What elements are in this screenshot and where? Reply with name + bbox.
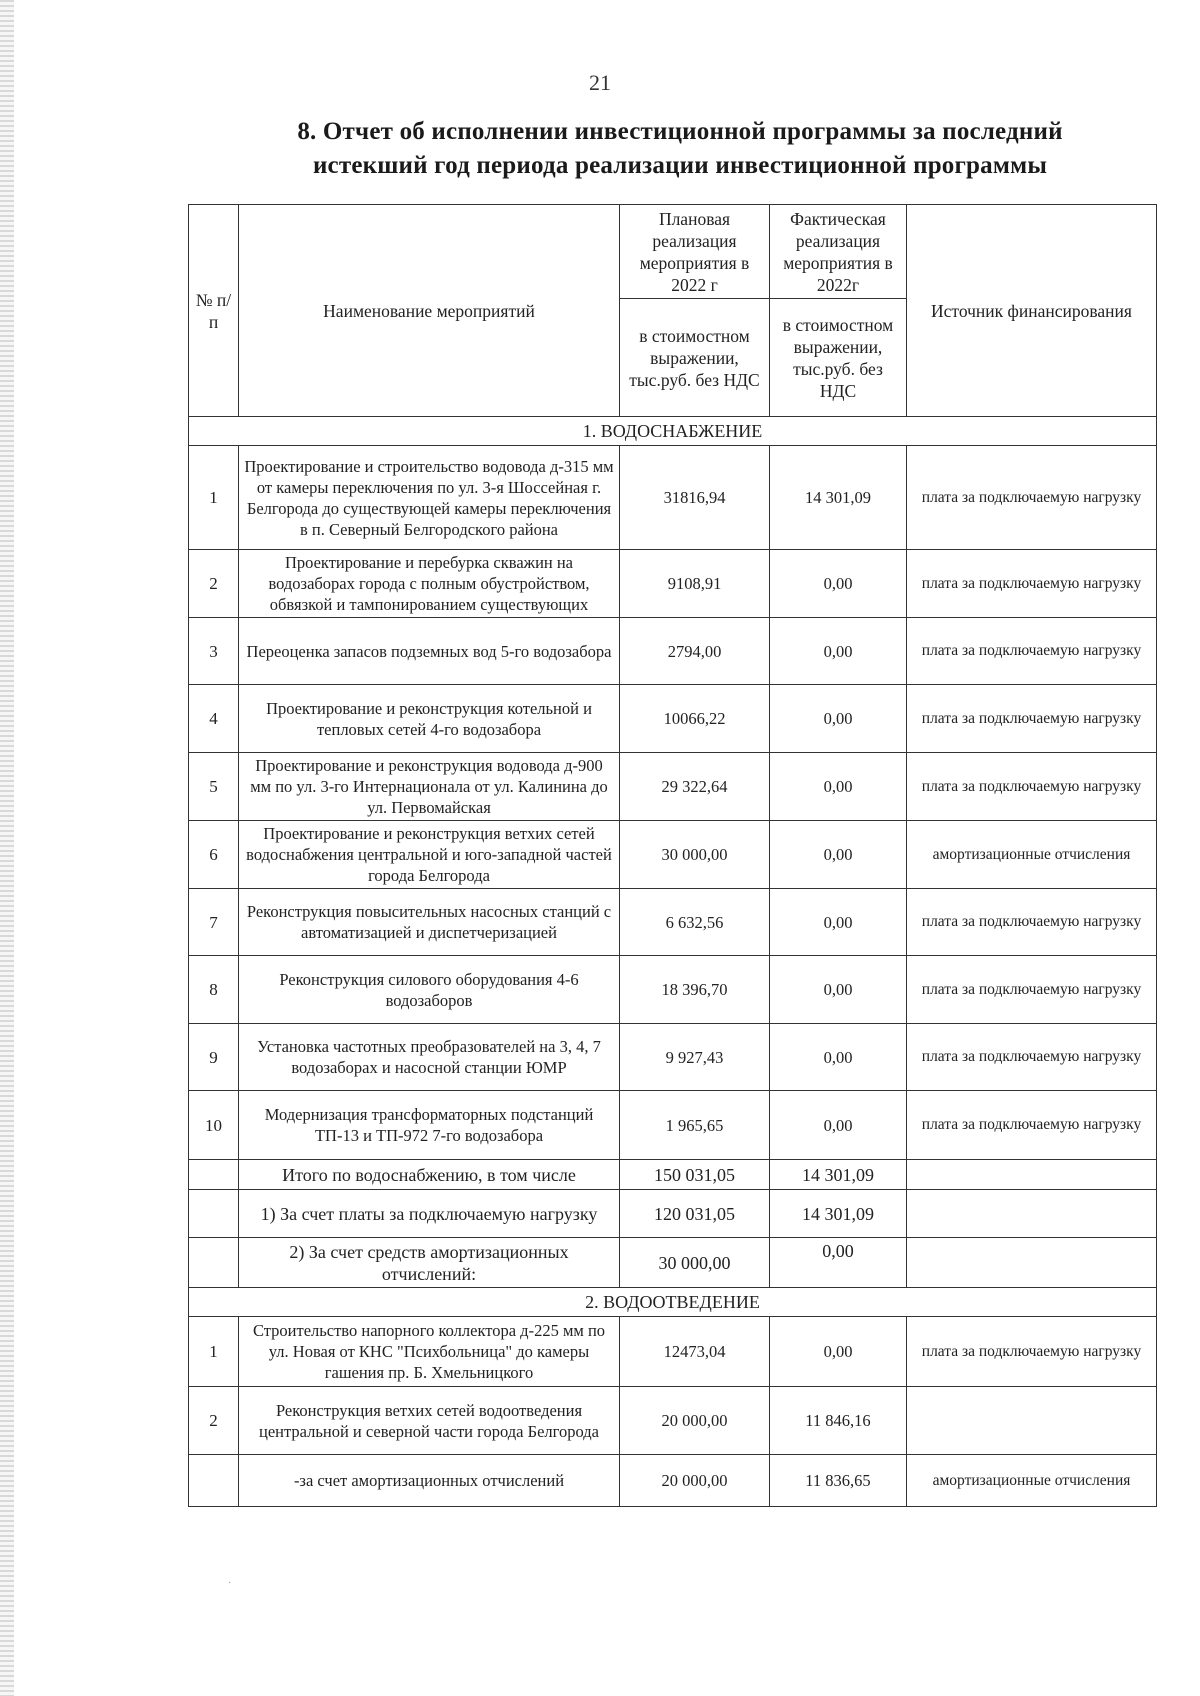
row-fact: 0,00 bbox=[770, 753, 907, 821]
row-number: 9 bbox=[189, 1024, 239, 1091]
table-row bbox=[189, 446, 1157, 550]
row-name: Проектирование и перебурка скважин на водозаборах города с полным обустройством, обвязкой и тампонированием существующих bbox=[239, 550, 620, 618]
table-row bbox=[189, 1091, 1157, 1160]
row-source: плата за подключаемую нагрузку bbox=[907, 550, 1157, 618]
row-fact: 14 301,09 bbox=[770, 446, 907, 550]
section-title-water-disposal: 2. ВОДООТВЕДЕНИЕ bbox=[189, 1288, 1157, 1317]
row-name: Проектирование и реконструкция ветхих сетей водоснабжения центральной и юго-западной частей города Белгорода bbox=[239, 821, 620, 889]
row-plan: 31816,94 bbox=[620, 446, 770, 550]
total-fact: 0,00 bbox=[770, 1238, 907, 1288]
row-plan: 29 322,64 bbox=[620, 753, 770, 821]
row-plan: 30 000,00 bbox=[620, 821, 770, 889]
scan-speck: · bbox=[228, 1578, 232, 1589]
row-plan: 1 965,65 bbox=[620, 1091, 770, 1160]
table-row bbox=[189, 1024, 1157, 1091]
row-name: Проектирование и реконструкция водовода д-900 мм по ул. 3-го Интернационала от ул. Калинина до ул. Первомайская bbox=[239, 753, 620, 821]
title-line-1: 8. Отчет об исполнении инвестиционной программы за последний bbox=[297, 118, 1063, 145]
header-plan-sub: в стоимостном выражении, тыс.руб. без НДС bbox=[620, 299, 770, 417]
row-fact: 0,00 bbox=[770, 821, 907, 889]
row-source: плата за подключаемую нагрузку bbox=[907, 1091, 1157, 1160]
row-number: 10 bbox=[189, 1091, 239, 1160]
investment-report-table bbox=[188, 204, 1157, 1507]
header-name: Наименование мероприятий bbox=[239, 205, 620, 417]
table-row bbox=[189, 685, 1157, 753]
row-plan: 20 000,00 bbox=[620, 1455, 770, 1507]
row-number: 2 bbox=[189, 1387, 239, 1455]
row-name: -за счет амортизационных отчислений bbox=[239, 1455, 620, 1507]
row-number: 1 bbox=[189, 1317, 239, 1387]
row-source: плата за подключаемую нагрузку bbox=[907, 753, 1157, 821]
row-plan: 18 396,70 bbox=[620, 956, 770, 1024]
row-fact: 0,00 bbox=[770, 1317, 907, 1387]
scan-edge-artifact bbox=[0, 0, 14, 1696]
row-name: Переоценка запасов подземных вод 5-го водозабора bbox=[239, 618, 620, 685]
table-row bbox=[189, 753, 1157, 821]
table-row bbox=[189, 550, 1157, 618]
row-number: 3 bbox=[189, 618, 239, 685]
table-row bbox=[189, 1317, 1157, 1387]
header-plan: Плановая реализация мероприятия в 2022 г bbox=[620, 205, 770, 299]
row-plan: 10066,22 bbox=[620, 685, 770, 753]
total-plan: 150 031,05 bbox=[620, 1160, 770, 1190]
row-name: Проектирование и строительство водовода д-315 мм от камеры переключения по ул. 3-я Шоссейная г. Белгорода до существующей камеры переключения в п. Северный Белгородского района bbox=[239, 446, 620, 550]
total-row bbox=[189, 1238, 1157, 1288]
table-row bbox=[189, 889, 1157, 956]
row-source: амортизационные отчисления bbox=[907, 1455, 1157, 1507]
row-fact: 0,00 bbox=[770, 1024, 907, 1091]
table-row bbox=[189, 1455, 1157, 1507]
total-fact: 14 301,09 bbox=[770, 1190, 907, 1238]
row-number: 2 bbox=[189, 550, 239, 618]
row-fact: 0,00 bbox=[770, 685, 907, 753]
header-source: Источник финансирования bbox=[907, 205, 1157, 417]
row-source: плата за подключаемую нагрузку bbox=[907, 1024, 1157, 1091]
section-title-water-supply: 1. ВОДОСНАБЖЕНИЕ bbox=[189, 417, 1157, 446]
table-row bbox=[189, 821, 1157, 889]
page-number: 21 bbox=[589, 70, 611, 95]
row-number: 4 bbox=[189, 685, 239, 753]
row-number bbox=[189, 1455, 239, 1507]
row-number: 7 bbox=[189, 889, 239, 956]
row-source: плата за подключаемую нагрузку bbox=[907, 446, 1157, 550]
row-source: амортизационные отчисления bbox=[907, 821, 1157, 889]
header-fact: Фактическая реализация мероприятия в 2022г bbox=[770, 205, 907, 299]
row-name: Модернизация трансформаторных подстанций ТП-13 и ТП-972 7-го водозабора bbox=[239, 1091, 620, 1160]
row-name: Установка частотных преобразователей на 3, 4, 7 водозаборах и насосной станции ЮМР bbox=[239, 1024, 620, 1091]
row-fact: 0,00 bbox=[770, 889, 907, 956]
row-number: 5 bbox=[189, 753, 239, 821]
table-row bbox=[189, 1387, 1157, 1455]
row-name: Строительство напорного коллектора д-225 мм по ул. Новая от КНС "Психбольница" до камеры гашения пр. Б. Хмельницкого bbox=[239, 1317, 620, 1387]
row-plan: 12473,04 bbox=[620, 1317, 770, 1387]
row-source bbox=[907, 1387, 1157, 1455]
table-row bbox=[189, 956, 1157, 1024]
header-fact-sub: в стоимостном выражении, тыс.руб. без НДС bbox=[770, 299, 907, 417]
row-source: плата за подключаемую нагрузку bbox=[907, 889, 1157, 956]
row-source: плата за подключаемую нагрузку bbox=[907, 1317, 1157, 1387]
row-source: плата за подключаемую нагрузку bbox=[907, 956, 1157, 1024]
total-row bbox=[189, 1190, 1157, 1238]
row-source: плата за подключаемую нагрузку bbox=[907, 685, 1157, 753]
row-plan: 20 000,00 bbox=[620, 1387, 770, 1455]
header-number: № п/п bbox=[189, 205, 239, 417]
row-number: 6 bbox=[189, 821, 239, 889]
total-plan: 120 031,05 bbox=[620, 1190, 770, 1238]
row-number: 8 bbox=[189, 956, 239, 1024]
row-name: Реконструкция ветхих сетей водоотведения центральной и северной части города Белгорода bbox=[239, 1387, 620, 1455]
row-fact: 0,00 bbox=[770, 618, 907, 685]
total-fact: 14 301,09 bbox=[770, 1160, 907, 1190]
row-plan: 9 927,43 bbox=[620, 1024, 770, 1091]
row-fact: 11 846,16 bbox=[770, 1387, 907, 1455]
total-row bbox=[189, 1160, 1157, 1190]
total-name: Итого по водоснабжению, в том числе bbox=[239, 1160, 620, 1190]
page-title bbox=[230, 115, 1130, 183]
row-fact: 11 836,65 bbox=[770, 1455, 907, 1507]
row-fact: 0,00 bbox=[770, 956, 907, 1024]
row-source: плата за подключаемую нагрузку bbox=[907, 618, 1157, 685]
row-name: Реконструкция силового оборудования 4-6 водозаборов bbox=[239, 956, 620, 1024]
row-name: Реконструкция повысительных насосных станций с автоматизацией и диспетчеризацией bbox=[239, 889, 620, 956]
row-plan: 2794,00 bbox=[620, 618, 770, 685]
row-plan: 6 632,56 bbox=[620, 889, 770, 956]
table-row bbox=[189, 618, 1157, 685]
total-plan: 30 000,00 bbox=[620, 1238, 770, 1288]
row-number: 1 bbox=[189, 446, 239, 550]
total-name: 2) За счет средств амортизационных отчислений: bbox=[239, 1238, 620, 1288]
total-name: 1) За счет платы за подключаемую нагрузку bbox=[239, 1190, 620, 1238]
row-plan: 9108,91 bbox=[620, 550, 770, 618]
title-line-2: истекший год периода реализации инвестиционной программы bbox=[312, 152, 1048, 179]
row-fact: 0,00 bbox=[770, 550, 907, 618]
row-fact: 0,00 bbox=[770, 1091, 907, 1160]
row-name: Проектирование и реконструкция котельной и тепловых сетей 4-го водозабора bbox=[239, 685, 620, 753]
